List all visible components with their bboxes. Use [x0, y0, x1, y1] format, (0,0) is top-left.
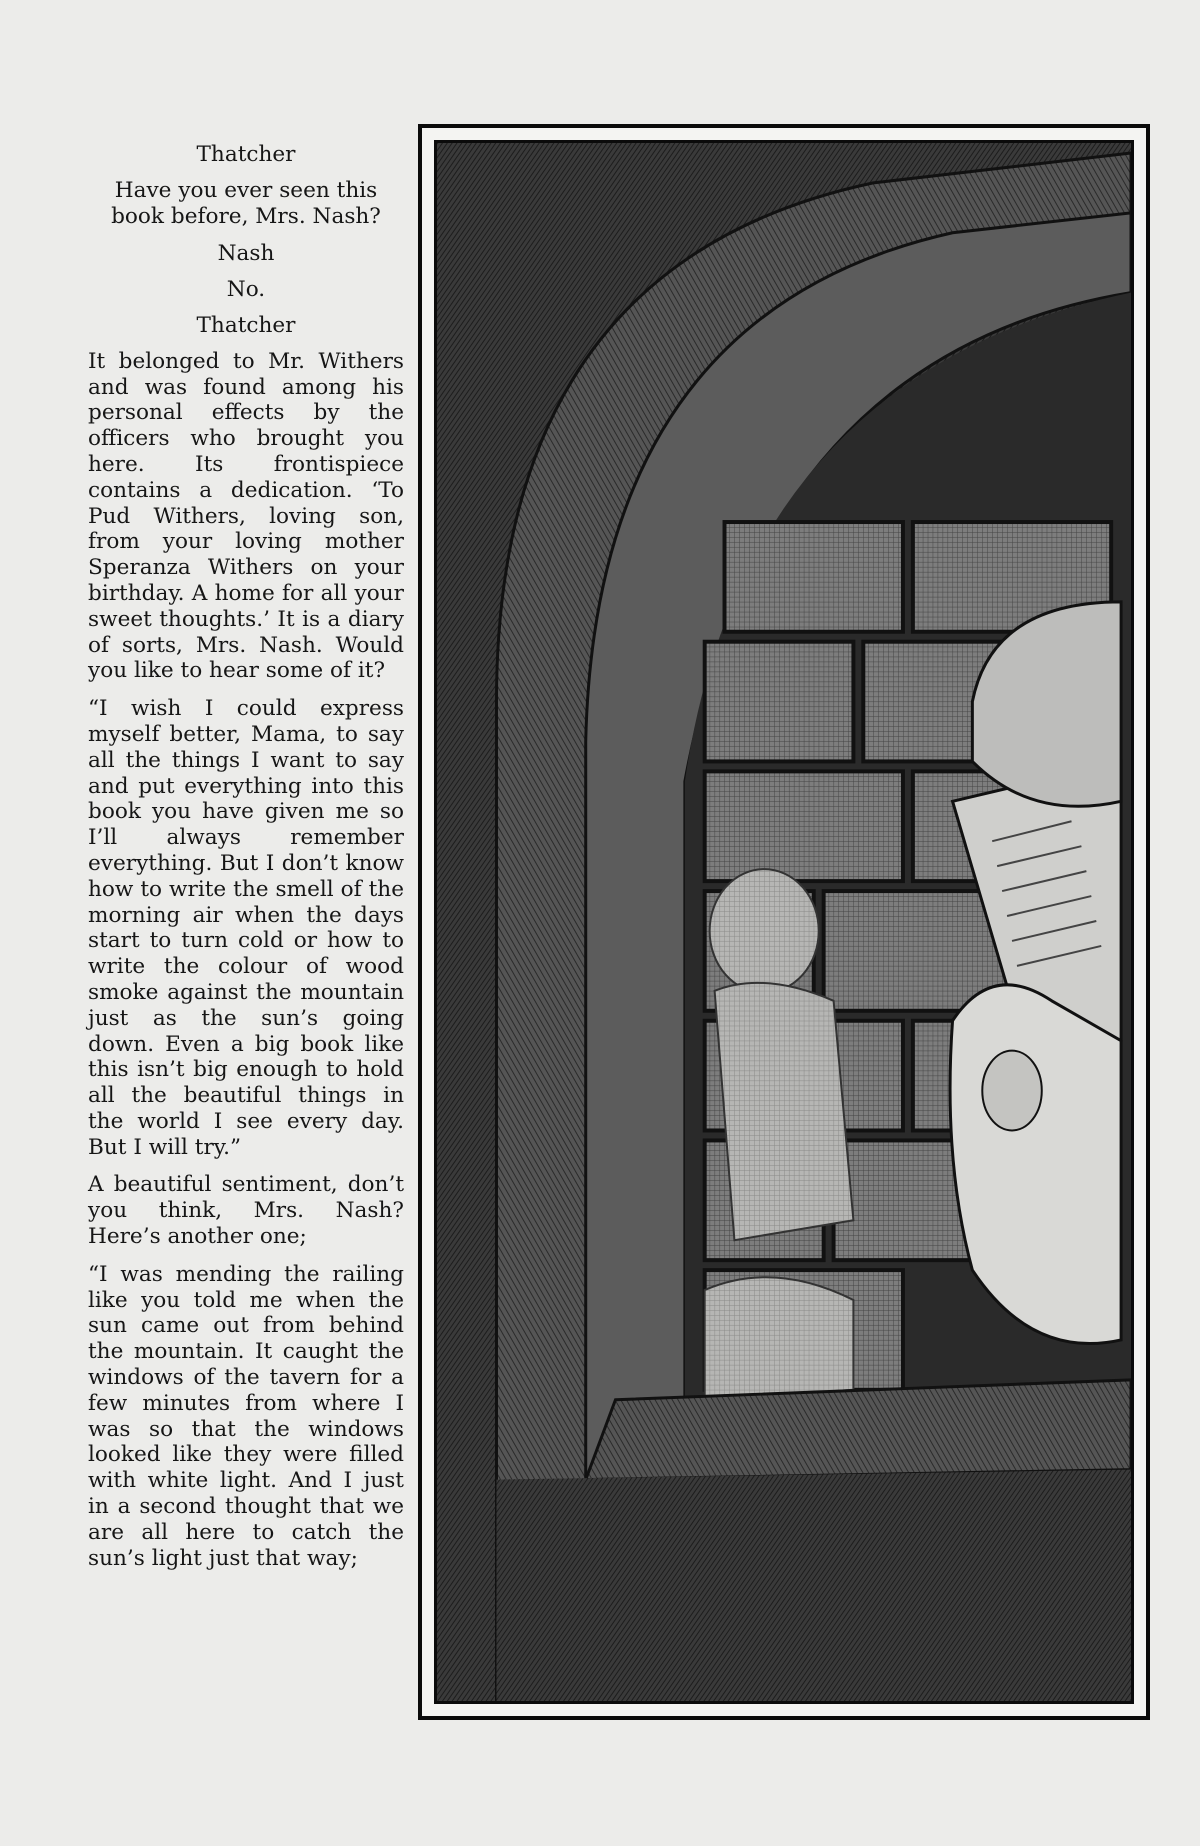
speaker-name: Thatcher	[196, 312, 296, 338]
stone-window-illustration	[437, 143, 1131, 1701]
illustration-panel	[418, 124, 1150, 1720]
speaker-name: Thatcher	[196, 142, 296, 167]
text-paragraph: “I was mending the railing like you told me when the sun came out from behind the mountain. It caught the windows of the tavern for a few minutes from where I was so that the windows looked like they were filled with white light. And I just in a second thought that we are all here to catch the sun’s light just that way;	[88, 1261, 404, 1571]
speaker-name: Nash	[217, 241, 275, 267]
illustration-frame	[434, 140, 1134, 1704]
text-paragraph: “I wish I could express myself better, Mama, to say all the things I want to say and put everything into this book you have given me so I’ll always remember everything. But I don’t know how to write the smell of the morning air when the days start to turn cold or how to write the colour of wood smoke against the mountain just as the sun’s going down. Even a big book like this isn’t big enough to hold all the beautiful things in the world I see every day. But I will try.”	[88, 696, 404, 1160]
speaker-name: No.	[226, 277, 266, 303]
text-paragraph: It belonged to Mr. Withers and was found among his personal effects by the officers who brought you here. Its frontispiece contains a dedication. ‘To Pud Withers, loving son, from your loving mother Speranza Withers on your birthday. A home for all your sweet thoughts.’ It is a diary of sorts, Mrs. Nash. Would you like to hear some of it?	[88, 348, 404, 684]
text-column	[88, 142, 404, 1583]
text-paragraph: A beautiful sentiment, don’t you think, Mrs. Nash? Here’s another one;	[88, 1172, 404, 1250]
text-paragraph: Have you ever seen this book before, Mrs. Nash?	[111, 177, 381, 229]
